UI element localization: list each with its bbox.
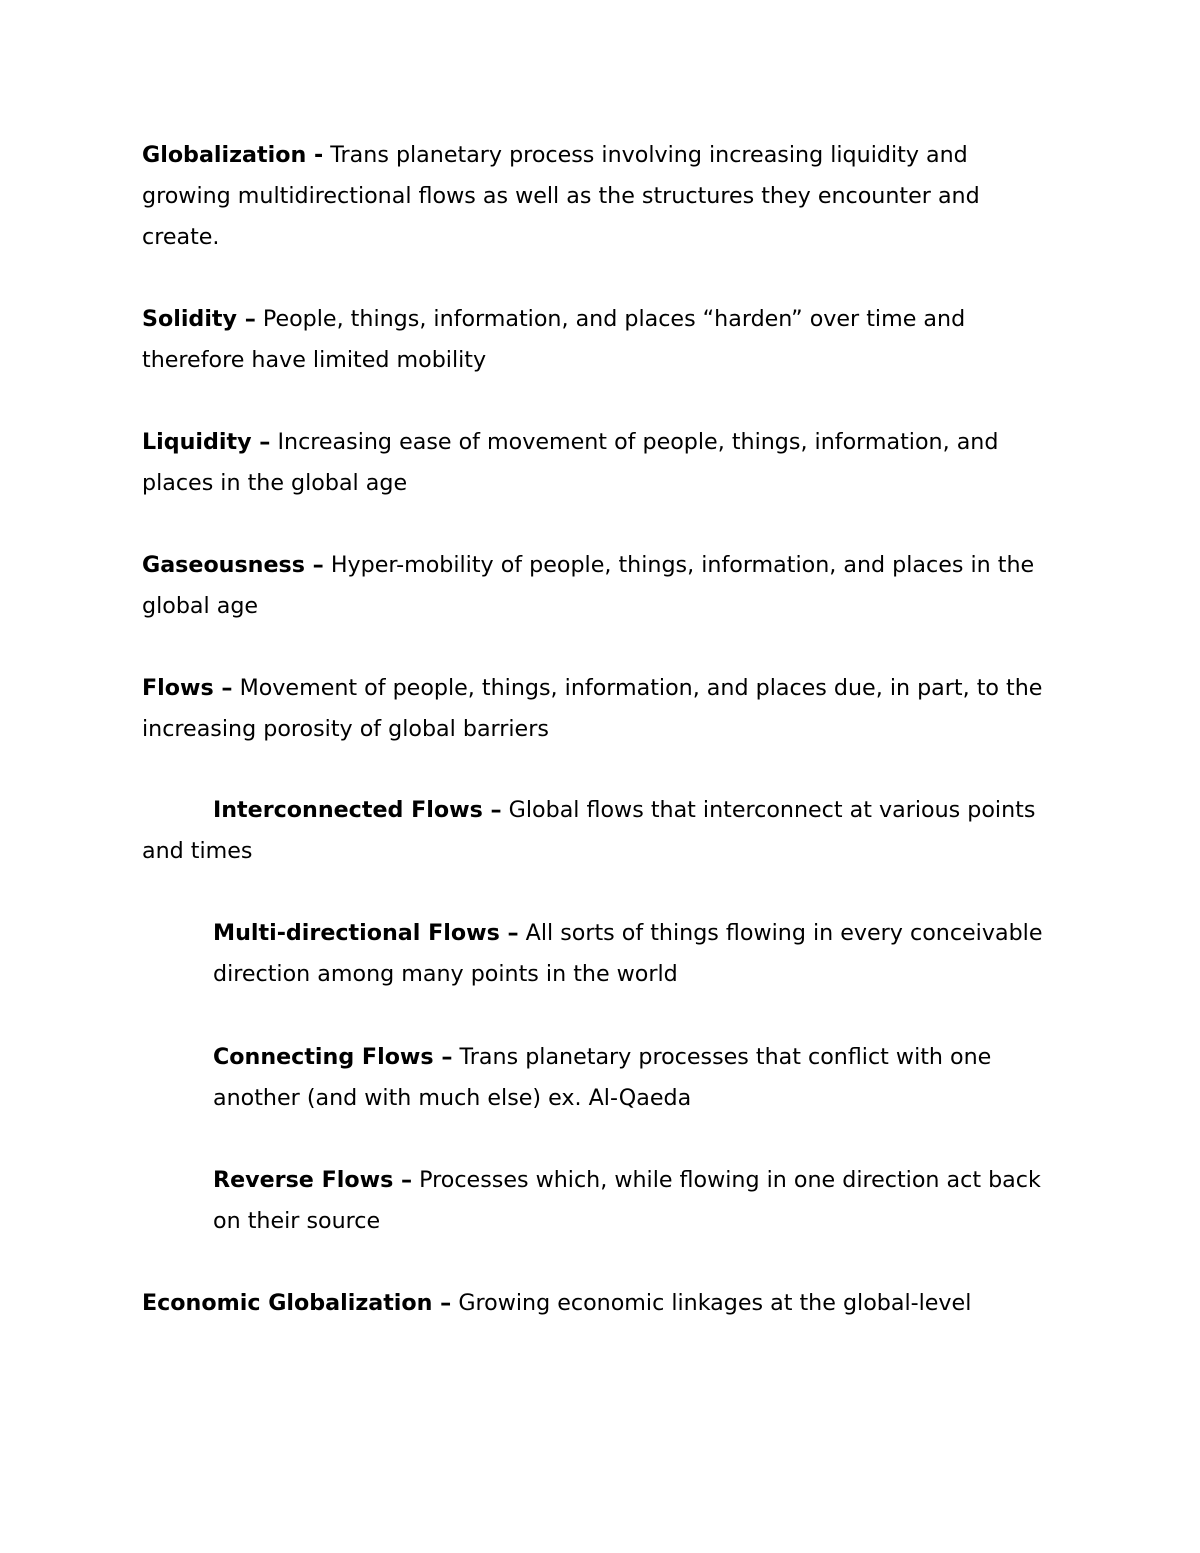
- term-label: Interconnected Flows –: [213, 797, 502, 823]
- term-label: Economic Globalization –: [142, 1290, 452, 1316]
- definition-text: Increasing ease of movement of people, things, information, and places in the global age: [142, 429, 999, 496]
- term-label: Flows –: [142, 675, 233, 701]
- definition-text: People, things, information, and places “harden” over time and therefore have limited mobility: [142, 306, 966, 373]
- term-label: Connecting Flows –: [213, 1044, 453, 1070]
- entry-multi-directional-flows: [213, 913, 1073, 995]
- entry-connecting-flows: [213, 1037, 1073, 1119]
- entry-flows: [142, 668, 1062, 750]
- entry-gaseousness: [142, 545, 1062, 627]
- definition-text: Processes which, while flowing in one direction act back on their source: [213, 1167, 1041, 1234]
- definition-text: Global flows that interconnect at various points and times: [142, 797, 1036, 864]
- term-label: Globalization -: [142, 142, 324, 168]
- entry-solidity: [142, 299, 1062, 381]
- definition-text: Trans planetary process involving increasing liquidity and growing multidirectional flows as well as the structures they encounter and create.: [142, 142, 980, 250]
- term-label: Multi-directional Flows –: [213, 920, 519, 946]
- entry-reverse-flows: [213, 1160, 1073, 1242]
- definition-text: Hyper-mobility of people, things, information, and places in the global age: [142, 552, 1035, 619]
- entry-liquidity: [142, 422, 1062, 504]
- term-label: Liquidity –: [142, 429, 271, 455]
- definition-text: Movement of people, things, information, and places due, in part, to the increasing porosity of global barriers: [142, 675, 1043, 742]
- definition-text: Trans planetary processes that conflict with one another (and with much else) ex. Al-Qaeda: [213, 1044, 992, 1111]
- definition-text: Growing economic linkages at the global-level: [451, 1290, 972, 1316]
- entry-interconnected-flows: [142, 790, 1062, 872]
- term-label: Reverse Flows –: [213, 1167, 413, 1193]
- definition-text: All sorts of things flowing in every conceivable direction among many points in the world: [213, 920, 1043, 987]
- term-label: Gaseousness –: [142, 552, 324, 578]
- term-label: Solidity –: [142, 306, 256, 332]
- entry-economic-globalization: [142, 1283, 1062, 1324]
- entry-globalization: [142, 135, 1062, 258]
